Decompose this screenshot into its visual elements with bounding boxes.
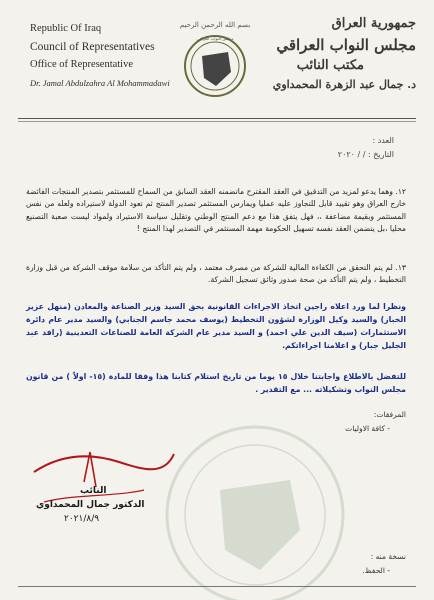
attachments-item: - كافة الاوليات: [345, 424, 390, 433]
signature-name: الدكتور جمال المحمداوي: [36, 500, 145, 510]
header-en-representative: Dr. Jamal Abdulzahra Al Mohammadawi: [30, 78, 170, 88]
copy-to-item: - الحفظ.: [362, 566, 390, 575]
footer-divider: [18, 586, 416, 587]
header-divider-thin: [18, 121, 416, 122]
document-number-label: العدد :: [372, 136, 394, 145]
document-date-label: التاريخ :: [367, 150, 394, 159]
header-en-council: Council of Representatives: [30, 41, 155, 53]
paragraph-13: ١٣. لم يتم التحقق من الكفاءة المالية للشركة من مصرف معتمد ، ولم يتم التأكد من سلامة موقف الشركة من قبل وزارة التخطيط ، ولم يتم التأكد من صحة صدور وثائق تسجيل الشركة.: [26, 263, 406, 285]
document-date: [338, 150, 394, 159]
header-ar-country: جمهورية العراق: [331, 16, 416, 31]
emblem-caption: مجلس النواب العراقي: [196, 36, 234, 41]
attachments-label: المرفقات:: [373, 410, 406, 419]
paragraph-12: ١٢. وهما يدعو لمزيد من التدقيق في العقد المقترح ماتضمنه العقد السابق من السماح للمستثمر بتصدير المنتجات الفائضة خارج العراق وهو تقييد قابل للتجاوز عليه عمليا ويمارس المستثمر تصدير المنتج ثم تعود الدولة لاستيراده ولعله من نفس المستثمر وبقيمة مضاعفة ،، فهل يتفق هذا مع دعم المنتج الوطني وتقليل سياسة الاستيراد ولمواد ليست صعبة التصنيع محليا ،بل يتضمن العقد نفسه تسهيل الحكومة مهمة المستثمر في التصدير لهذا المنتج !: [26, 187, 406, 234]
signature-title: النائب: [80, 486, 107, 496]
document-date-value: / / ٢٠٢٠: [337, 150, 366, 159]
signature-date: ٢٠٢١/٨/٩: [64, 514, 100, 524]
header-divider: [18, 118, 416, 119]
parliament-emblem-icon: [180, 16, 250, 102]
header-en-country: Republic Of Iraq: [30, 23, 102, 34]
request-paragraph: ونظرا لما ورد اعلاه راجين اتخاذ الاجراءات القانونية بحق السيد وزير الصناعة والمعادن (منهل عزيز الخباز) والسيد وكيل الوزارة لشؤون التخطيط (يوسف محمد جاسم الجنابي) والسيد مدير عام دائرة الاستثمارات (سيف الدين علي احمد) و السيد مدير عام الشركة العامة للصناعات التعدينية (رافد عبد الجليل جبار) و اعلامنا اجراءاتكم.: [26, 302, 406, 350]
header-ar-representative: د. جمال عبد الزهرة المحمداوي: [272, 78, 416, 91]
header-ar-council: مجلس النواب العراقي: [276, 36, 416, 54]
header-en-office: Office of Representative: [30, 59, 134, 70]
copy-to-label: نسخة منه :: [370, 552, 406, 561]
bismillah-text: بسم الله الرحمن الرحيم: [180, 21, 250, 29]
header-ar-office: مكتب النائب: [296, 58, 364, 73]
closing-paragraph: للتفضل بالاطلاع واجابتنا خلال ١٥ يوما من تاريخ استلام كتابنا هذا وفقا للمادة (١٥- اولاً ) من قانون مجلس النواب وتشكيلاته ... مع التقدير .: [26, 372, 406, 394]
